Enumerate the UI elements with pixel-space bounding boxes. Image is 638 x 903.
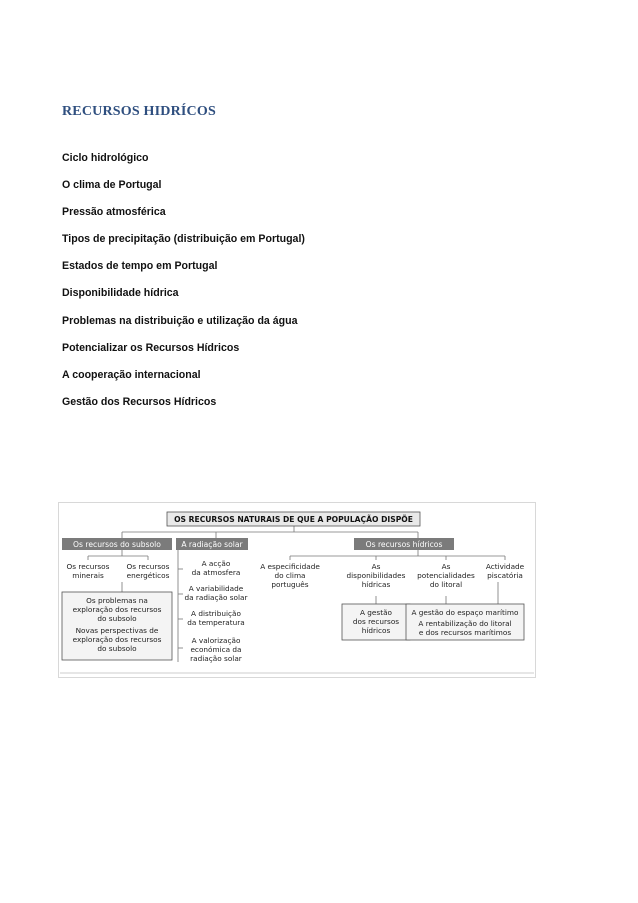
topic-item: Disponibilidade hídrica	[62, 287, 179, 300]
topic-item: Ciclo hidrológico	[62, 152, 149, 164]
item-variabilidade-1: A variabilidade	[188, 584, 244, 593]
item-distribuicao-1: A distribuição	[191, 609, 241, 618]
diagram-canvas	[58, 502, 536, 678]
item-piscatoria-1: Actividade	[485, 562, 525, 571]
category-radiacao: A radiação solar	[181, 540, 243, 549]
topic-list	[62, 150, 305, 421]
item-recursos-energeticos-1: Os recursos	[126, 562, 170, 571]
item-especificidade-1: A especificidade	[260, 562, 320, 571]
subsolo-box-line: Os problemas na	[86, 596, 148, 605]
topic-item: A cooperação internacional	[62, 368, 201, 381]
topic-item: Potencializar os Recursos Hídricos	[62, 341, 240, 354]
gestao-recursos-1: A gestão	[359, 608, 393, 617]
gestao-recursos-3: hídricos	[361, 626, 391, 635]
topic-item: Estados de tempo em Portugal	[62, 260, 218, 273]
topic-item: Pressão atmosférica	[62, 206, 166, 219]
topic-item: Tipos de precipitação (distribuição em Portugal)	[62, 233, 305, 246]
item-especificidade-3: português	[271, 580, 309, 589]
item-disponibilidades-1: As	[371, 562, 381, 571]
item-disponibilidades-3: hídricas	[361, 580, 391, 589]
page-title: RECURSOS HIDRÍCOS	[62, 104, 216, 119]
radiacao-items	[184, 559, 247, 663]
rentabilizacao-1: A rentabilização do litoral	[418, 619, 512, 628]
item-variabilidade-2: da radiação solar	[184, 593, 248, 602]
item-recursos-minerais-1: Os recursos	[66, 562, 110, 571]
topic-item: Problemas na distribuição e utilização da água	[62, 314, 298, 327]
subsolo-box-line: do subsolo	[97, 644, 137, 653]
item-piscatoria-2: piscatória	[487, 571, 523, 580]
item-disponibilidades-2: disponibilidades	[346, 571, 406, 580]
item-accao-atmosfera-2: da atmosfera	[191, 568, 241, 577]
subsolo-box-line: do subsolo	[97, 614, 137, 623]
category-hidricos: Os recursos hídricos	[365, 540, 443, 549]
rentabilizacao-2: e dos recursos marítimos	[418, 628, 512, 637]
topic-item: Gestão dos Recursos Hídricos	[62, 395, 217, 408]
item-potencialidades-2: potencialidades	[417, 571, 475, 580]
item-potencialidades-3: do litoral	[429, 580, 463, 589]
item-recursos-energeticos-2: energéticos	[126, 571, 170, 580]
diagram-header: OS RECURSOS NATURAIS DE QUE A POPULAÇÃO DISPÕE	[174, 515, 413, 524]
item-potencialidades-1: As	[441, 562, 451, 571]
item-accao-atmosfera-1: A acção	[201, 559, 231, 568]
subsolo-box-line: Novas perspectivas de	[75, 626, 159, 635]
natural-resources-diagram	[58, 502, 536, 678]
category-subsolo: Os recursos do subsolo	[73, 540, 161, 549]
item-distribuicao-2: da temperatura	[187, 618, 245, 627]
item-especificidade-2: do clima	[274, 571, 306, 580]
gestao-espaco-maritimo: A gestão do espaço marítimo	[411, 608, 519, 617]
gestao-recursos-2: dos recursos	[352, 617, 400, 626]
item-valorizacao-1: A valorização	[191, 636, 241, 645]
item-valorizacao-3: radiação solar	[190, 654, 242, 663]
subsolo-box-line: exploração dos recursos	[72, 635, 162, 644]
item-recursos-minerais-2: minerais	[72, 571, 104, 580]
topic-item: O clima de Portugal	[62, 179, 162, 192]
item-valorizacao-2: económica da	[190, 645, 242, 654]
subsolo-box-line: exploração dos recursos	[72, 605, 162, 614]
